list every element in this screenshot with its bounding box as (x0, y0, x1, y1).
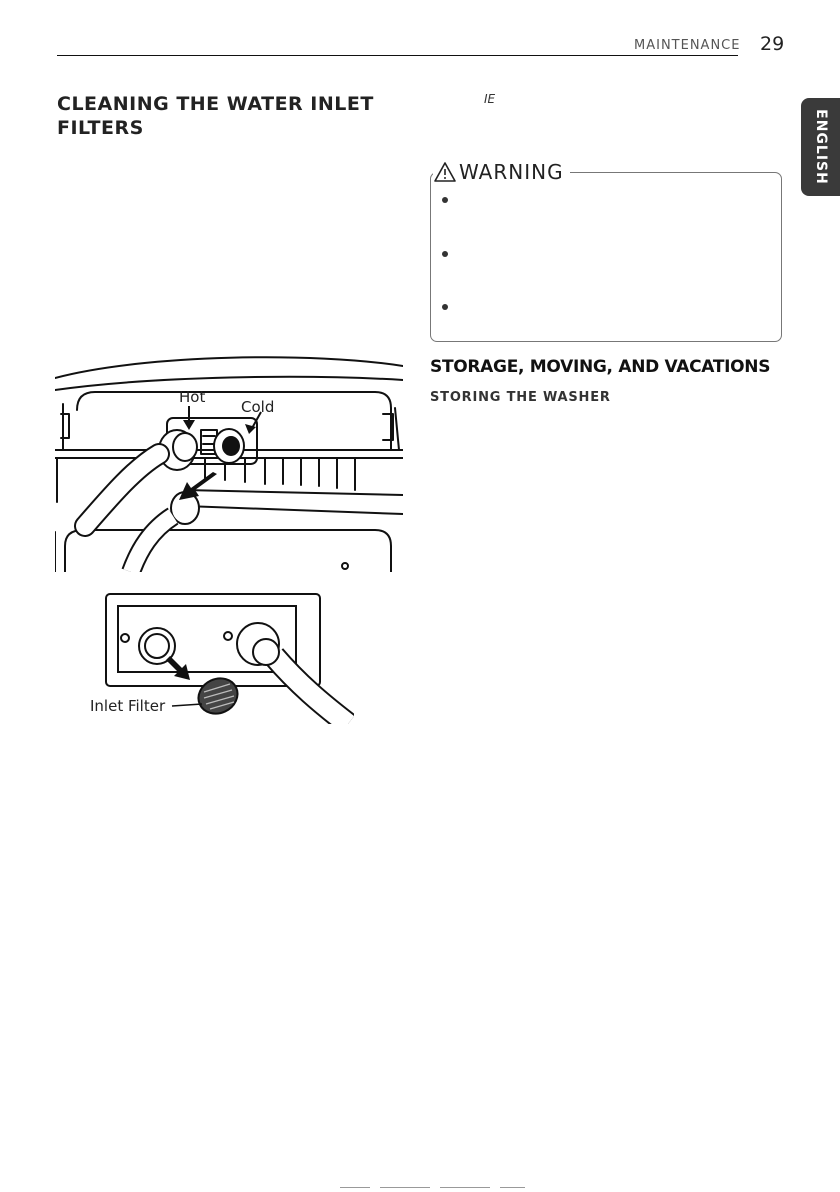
cold-label: Cold (241, 398, 275, 416)
warning-bullet (442, 197, 448, 203)
ie-mark: IE (484, 92, 496, 106)
storage-subheading: STORING THE WASHER (430, 390, 611, 405)
warning-bullet (442, 304, 448, 310)
language-tab-label: ENGLISH (812, 109, 829, 185)
figure-hose-connections (55, 350, 403, 572)
warning-title-text: WARNING (459, 160, 564, 184)
figure-inlet-filter (88, 592, 354, 724)
inlet-filter-label: Inlet Filter (90, 697, 166, 715)
section-label: MAINTENANCE (634, 38, 741, 53)
storage-heading: STORAGE, MOVING, AND VACATIONS (430, 357, 771, 377)
section-heading-inlet-filters: CLEANING THE WATER INLET FILTERS (57, 93, 374, 139)
warning-bullet (442, 251, 448, 257)
page-number: 29 (760, 33, 785, 55)
hot-label: Hot (179, 388, 206, 406)
warning-triangle-icon (433, 161, 457, 183)
footer-marks (340, 1186, 530, 1189)
warning-box (430, 172, 782, 342)
language-tab (801, 98, 840, 196)
warning-title (433, 160, 570, 184)
header-rule (57, 55, 738, 56)
